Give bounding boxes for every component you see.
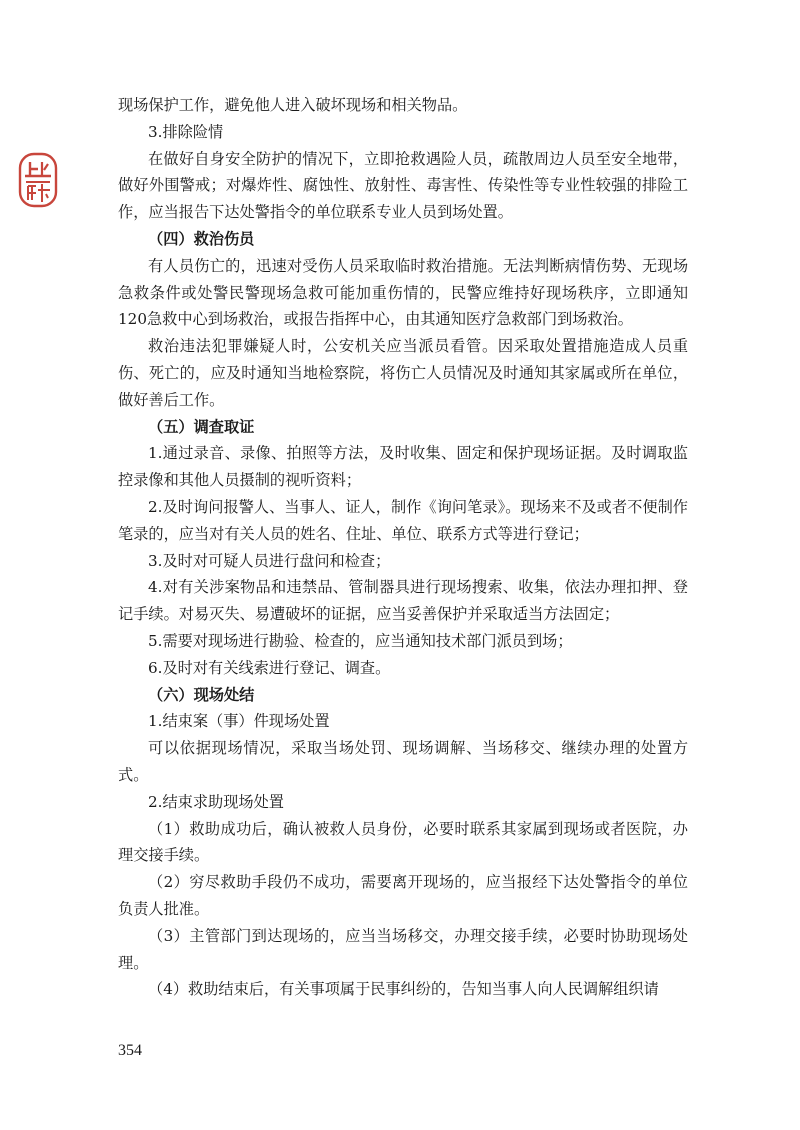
- paragraph: 2.及时询问报警人、当事人、证人，制作《询问笔录》。现场来不及或者不便制作笔录的，应当对有关人员的姓名、住址、单位、联系方式等进行登记；: [118, 497, 688, 543]
- page-number: 354: [118, 1042, 142, 1059]
- section-heading: （五）调查取证: [148, 417, 255, 436]
- paragraph: （2）穷尽救助手段仍不成功，需要离开现场的，应当报经下达处警指令的单位负责人批准。: [118, 873, 688, 918]
- paragraph: 3.排除险情: [148, 122, 224, 141]
- paragraph: 救治违法犯罪嫌疑人时，公安机关应当派员看管。因采取处置措施造成人员重伤、死亡的，应及时通知当地检察院，将伤亡人员情况及时通知其家属或所在单位，做好善后工作。: [118, 337, 688, 409]
- paragraph: 1.结束案（事）件现场处置: [148, 712, 330, 731]
- paragraph: 有人员伤亡的，迅速对受伤人员采取临时救治措施。无法判断病情伤势、无现场急救条件或处警民警现场急救可能加重伤情的，民警应维持好现场秩序，立即通知120急救中心到场救治，或报告指挥中心，由其通知医疗急救部门到场救治。: [118, 256, 688, 329]
- section-heading: （四）救治伤员: [148, 229, 255, 248]
- document-body: [118, 92, 688, 1003]
- paragraph: 可以依据现场情况，采取当场处罚、现场调解、当场移交、继续办理的处置方式。: [118, 739, 688, 784]
- paragraph: 1.通过录音、录像、拍照等方法，及时收集、固定和保护现场证据。及时调取监控录像和其他人员摄制的视听资料；: [118, 444, 688, 490]
- paragraph: 4.对有关涉案物品和违禁品、管制器具进行现场搜索、收集，依法办理扣押、登记手续。对易灭失、易遭破坏的证据，应当妥善保护并采取适当方法固定；: [118, 578, 688, 624]
- paragraph: 2.结束求助现场处置: [148, 792, 284, 811]
- section-heading: （六）现场处结: [148, 685, 255, 704]
- paragraph: 5.需要对现场进行勘验、检查的，应当通知技术部门派员到场；: [148, 631, 573, 650]
- paragraph: 在做好自身安全防护的情况下，立即抢救遇险人员，疏散周边人员至安全地带，做好外围警戒；对爆炸性、腐蚀性、放射性、毒害性、传染性等专业性较强的排险工作，应当报告下达处警指令的单位联系专业人员到场处置。: [118, 149, 688, 222]
- paragraph: 现场保护工作，避免他人进入破坏现场和相关物品。: [118, 96, 468, 114]
- paragraph: （1）救助成功后，确认被救人员身份，必要时联系其家属到现场或者医院，办理交接手续。: [118, 819, 688, 865]
- seal-stamp-icon: [18, 152, 58, 208]
- paragraph: （3）主管部门到达现场的，应当当场移交，办理交接手续，必要时协助现场处理。: [118, 926, 688, 972]
- paragraph: 6.及时对有关线索进行登记、调查。: [148, 658, 391, 677]
- paragraph: （4）救助结束后，有关事项属于民事纠纷的，告知当事人向人民调解组织请: [148, 980, 659, 999]
- paragraph: 3.及时对可疑人员进行盘问和检查；: [148, 551, 391, 570]
